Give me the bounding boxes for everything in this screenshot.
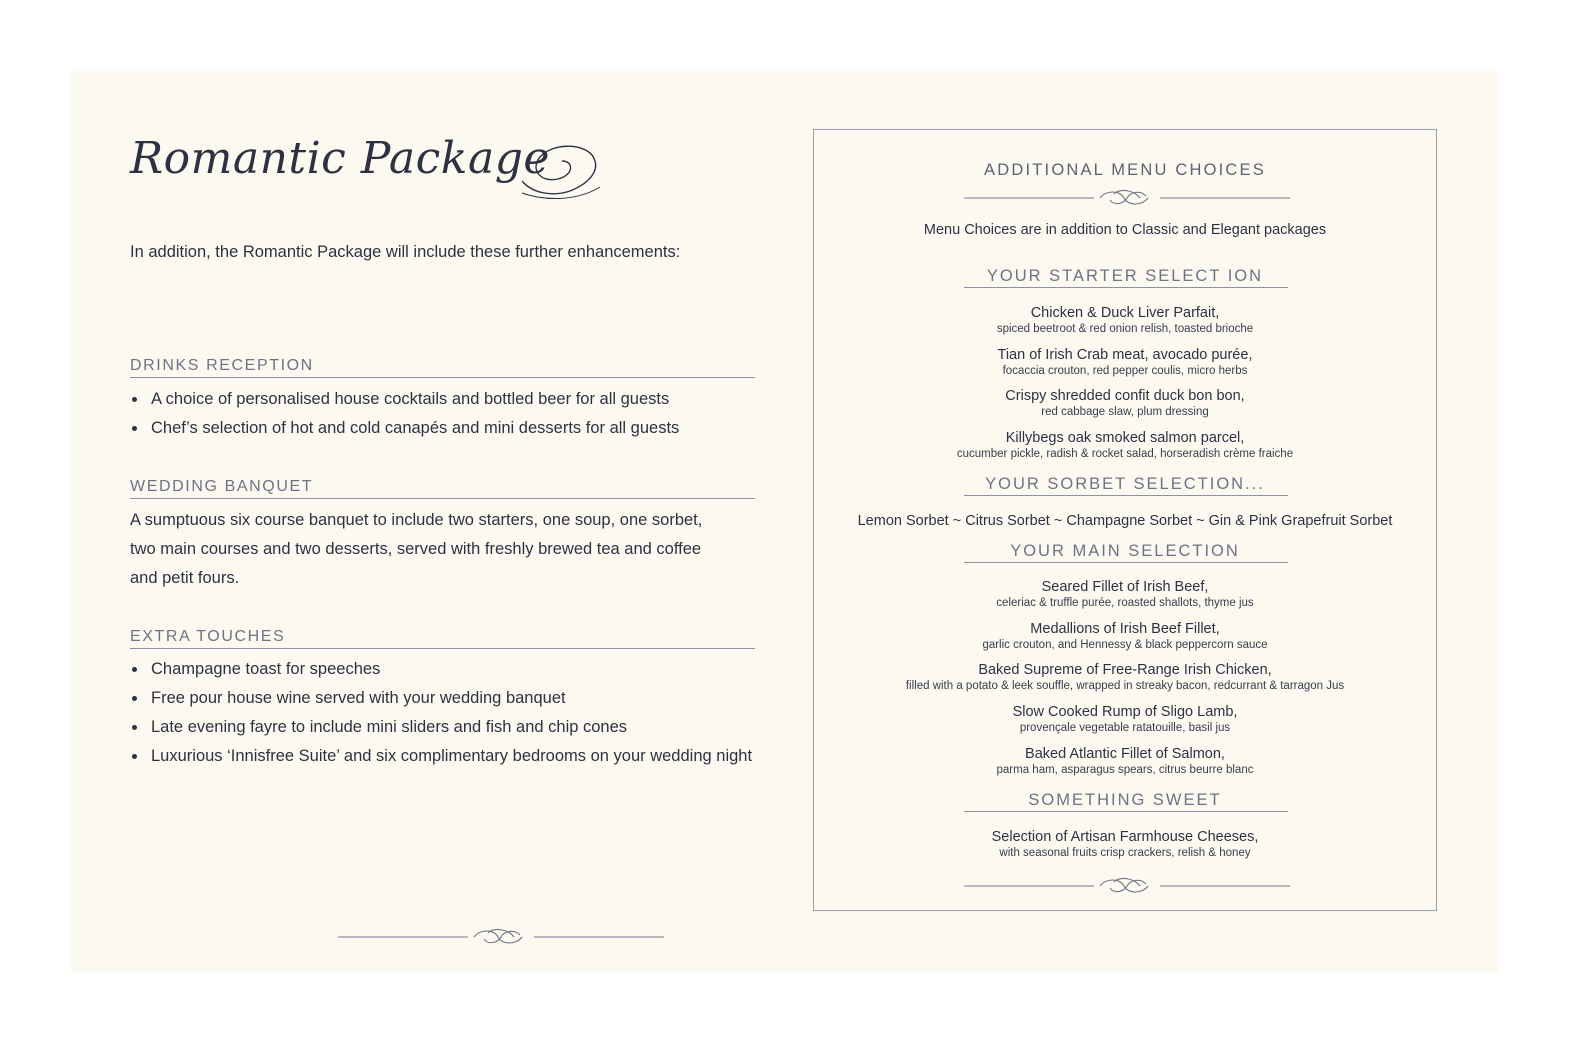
main-dish (814, 620, 1436, 653)
main-dish (814, 703, 1436, 736)
divider (964, 287, 1288, 288)
dish-name: Slow Cooked Rump of Sligo Lamb, (1012, 704, 1238, 720)
list-item: Late evening fayre to include mini sliders and fish and chip cones (151, 713, 791, 742)
dish-description: parma ham, asparagus spears, citrus beurre blanc (996, 764, 1254, 776)
banquet-heading: WEDDING BANQUET (130, 477, 755, 499)
banquet-line: A sumptuous six course banquet to include two starters, one soup, one sorbet, (130, 511, 703, 529)
banquet-description (130, 506, 730, 593)
dish-description: with seasonal fruits crisp crackers, relish & honey (999, 847, 1251, 859)
sweet-dish (814, 828, 1436, 861)
list-item: Chef’s selection of hot and cold canapés and mini desserts for all guests (151, 414, 791, 443)
divider (964, 562, 1288, 563)
flourish-divider-icon (338, 925, 668, 949)
main-dish (814, 661, 1436, 694)
dish-name: Crispy shredded confit duck bon bon, (1005, 388, 1245, 404)
main-heading: YOUR MAIN SELECTION (1010, 542, 1240, 560)
sweet-heading: SOMETHING SWEET (1028, 791, 1222, 809)
dish-description: garlic crouton, and Hennessy & black peppercorn sauce (982, 639, 1268, 651)
menu-subtitle: Menu Choices are in addition to Classic and Elegant packages (923, 222, 1327, 238)
left-column (130, 127, 770, 765)
sorbet-heading: YOUR SORBET SELECTION... (985, 475, 1265, 493)
dish-description: spiced beetroot & red onion relish, toasted brioche (996, 323, 1254, 335)
starter-dish (814, 387, 1436, 420)
title-block (130, 127, 770, 213)
flourish-divider-icon (964, 876, 1294, 900)
starter-dish (814, 346, 1436, 379)
flourish-divider-icon (964, 188, 1294, 212)
sorbet-options: Lemon Sorbet ~ Citrus Sorbet ~ Champagne Sorbet ~ Gin & Pink Grapefruit Sorbet (857, 513, 1393, 529)
menu-title: ADDITIONAL MENU CHOICES (984, 161, 1266, 179)
title-flourish-icon (522, 131, 607, 211)
list-item: Free pour house wine served with your wedding banquet (151, 684, 791, 713)
dish-name: Baked Atlantic Fillet of Salmon, (1025, 746, 1225, 762)
page-title: Romantic Package (130, 133, 550, 184)
dish-description: celeriac & truffle purée, roasted shallots, thyme jus (996, 597, 1254, 609)
list-item: A choice of personalised house cocktails and bottled beer for all guests (151, 385, 791, 414)
dish-name: Seared Fillet of Irish Beef, (1041, 579, 1209, 595)
dish-description: provençale vegetable ratatouille, basil jus (1019, 722, 1231, 734)
main-dish (814, 745, 1436, 778)
dish-description: red cabbage slaw, plum dressing (1041, 406, 1209, 418)
dish-name: Baked Supreme of Free-Range Irish Chicken, (978, 662, 1272, 678)
dish-name: Chicken & Duck Liver Parfait, (1030, 305, 1220, 321)
main-dish (814, 578, 1436, 611)
banquet-line: and petit fours. (130, 569, 240, 587)
dish-description: filled with a potato & leek souffle, wrapped in streaky bacon, redcurrant & tarragon Jus (905, 680, 1345, 692)
drinks-list (130, 385, 791, 443)
starter-dish (814, 429, 1436, 462)
dish-name: Selection of Artisan Farmhouse Cheeses, (991, 829, 1259, 845)
list-item: Luxurious ‘Innisfree Suite’ and six complimentary bedrooms on your wedding night (151, 742, 791, 771)
dish-name: Medallions of Irish Beef Fillet, (1030, 621, 1220, 637)
menu-card (71, 71, 1498, 972)
banquet-line: two main courses and two desserts, served with freshly brewed tea and coffee (130, 540, 702, 558)
divider (964, 811, 1288, 812)
extras-heading: EXTRA TOUCHES (130, 627, 755, 649)
dish-description: cucumber pickle, radish & rocket salad, horseradish crème fraiche (956, 448, 1294, 460)
additional-menu-panel (813, 129, 1437, 911)
drinks-heading: DRINKS RECEPTION (130, 356, 755, 378)
dish-name: Killybegs oak smoked salmon parcel, (1005, 430, 1245, 446)
starter-dish (814, 304, 1436, 337)
dish-name: Tian of Irish Crab meat, avocado purée, (997, 347, 1253, 363)
intro-text: In addition, the Romantic Package will include these further enhancements: (130, 243, 681, 261)
list-item: Champagne toast for speeches (151, 655, 791, 684)
dish-description: focaccia crouton, red pepper coulis, micro herbs (1002, 365, 1248, 377)
divider (964, 495, 1288, 496)
extras-list (130, 655, 791, 771)
starter-heading: YOUR STARTER SELECT ION (986, 267, 1264, 285)
